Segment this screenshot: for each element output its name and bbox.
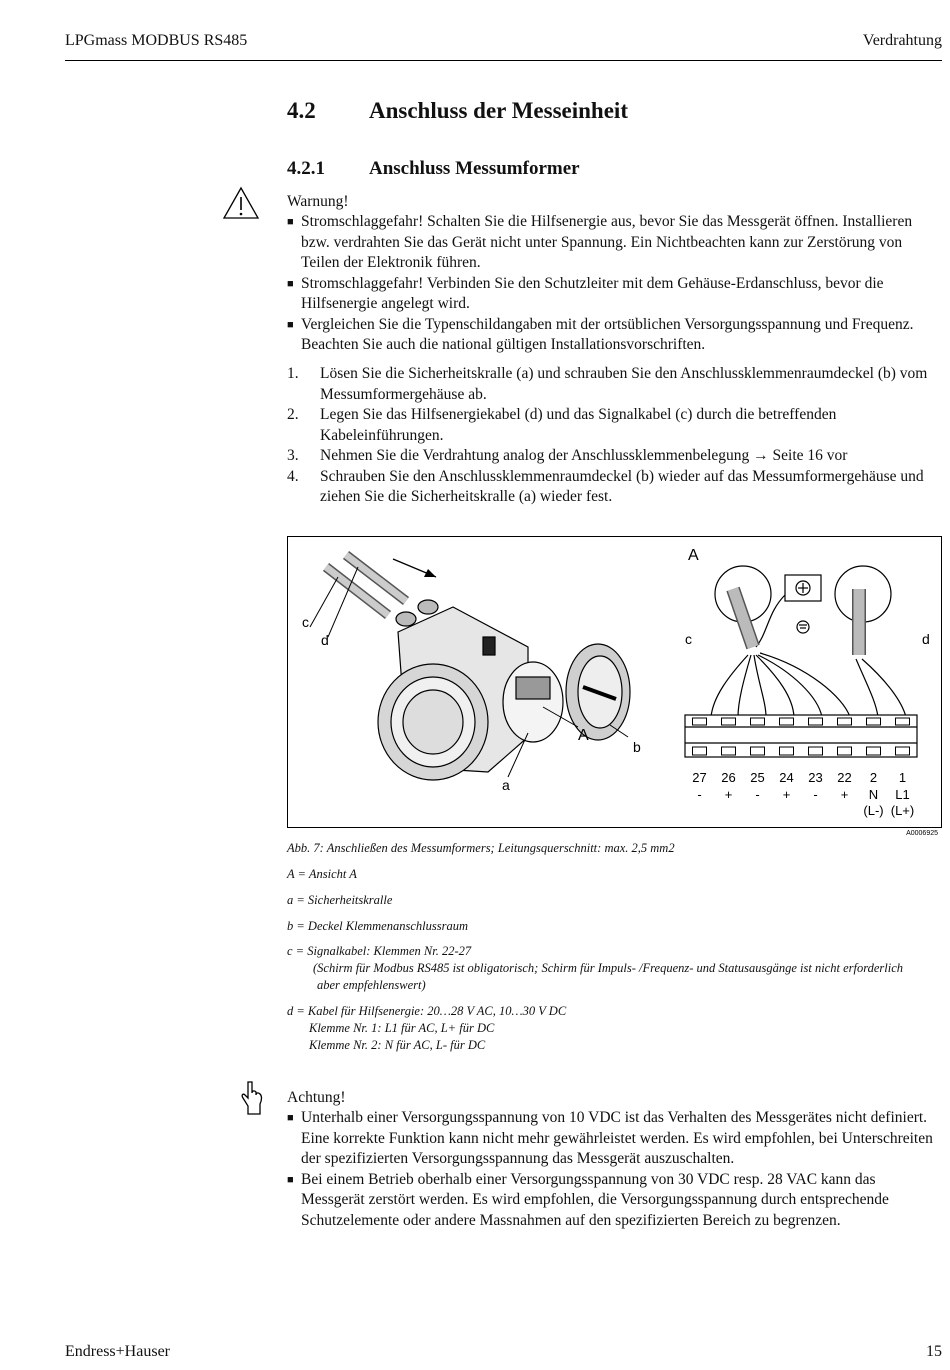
caution-list <box>287 1108 942 1231</box>
warning-item: ■ Vergleichen Sie die Typenschildangaben mit der ortsüblichen Versorgungsspannung und Frequenz. Beachten Sie auch die national gültigen Installationsvorschriften. <box>287 315 942 356</box>
terminal-sign: N <box>868 787 879 802</box>
warning-item: ■ Stromschlaggefahr! Verbinden Sie den Schutzleiter mit dem Gehäuse-Erdanschluss, bevor die Hilfsenergie angelegt wird. <box>287 274 942 315</box>
legend-d-note2: Klemme Nr. 2: N für AC, L- für DC <box>309 1038 486 1052</box>
warning-list <box>287 212 942 356</box>
legend-a: a = Sicherheitskralle <box>287 893 393 907</box>
legend-c: c = Signalkabel: Klemmen Nr. 22-27 <box>287 944 472 958</box>
step-item <box>287 405 942 446</box>
step-item <box>287 467 942 508</box>
terminal-number: 24 <box>779 770 794 785</box>
terminal-number: 25 <box>750 770 765 785</box>
terminal-number: 1 <box>898 770 907 785</box>
terminal-sign: + <box>840 787 849 802</box>
label-A-view: A <box>688 547 699 564</box>
terminal-sign: + <box>782 787 791 802</box>
step-text: Schrauben Sie den Anschlussklemmenraumdeckel (b) wieder auf das Messumformergehäuse und ziehen Sie die Sicherheitskralle (a) wieder fest. <box>320 467 924 505</box>
warning-icon <box>222 186 260 220</box>
step-text: Legen Sie das Hilfsenergiekabel (d) und das Signalkabel (c) durch die betreffenden Kabeleinführungen. <box>320 406 837 444</box>
label-d-left: d <box>321 632 329 648</box>
legend-A: A = Ansicht A <box>287 867 357 881</box>
step-item <box>287 364 942 405</box>
label-c-left: c <box>302 614 309 630</box>
terminal-sign: - <box>697 787 702 802</box>
subsection-number: 4.2.1 <box>287 158 325 179</box>
figure-caption-title: Abb. 7: Anschließen des Messumformers; Leitungsquerschnitt: max. 2,5 mm2 <box>287 841 675 855</box>
terminal-subsign: (L-) <box>863 803 884 818</box>
legend-d-note1: Klemme Nr. 1: L1 für AC, L+ für DC <box>309 1021 495 1035</box>
subsection-heading <box>287 158 580 180</box>
terminal-number: 26 <box>721 770 736 785</box>
legend-d: d = Kabel für Hilfsenergie: 20…28 V AC, 10…30 V DC <box>287 1004 567 1018</box>
terminal-number: 2 <box>869 770 878 785</box>
step-text: Nehmen Sie die Verdrahtung analog der Anschlussklemmenbelegung → Seite 16 vor <box>320 447 848 464</box>
transmitter-housing-drawing <box>310 555 630 780</box>
label-d-right: d <box>922 631 930 647</box>
terminal-wiring-drawing <box>685 566 917 757</box>
running-header-chapter: Verdrahtung <box>862 32 942 49</box>
figure-code: A0006925 <box>906 830 938 837</box>
step-item <box>287 446 942 467</box>
legend-b: b = Deckel Klemmenanschlussraum <box>287 919 468 933</box>
steps-list <box>287 364 942 508</box>
terminal-number: 23 <box>808 770 823 785</box>
label-A-left: A <box>578 727 589 744</box>
running-header-title: LPGmass MODBUS RS485 <box>65 32 248 49</box>
section-number: 4.2 <box>287 98 316 123</box>
terminal-number: 27 <box>692 770 707 785</box>
step-text: Lösen Sie die Sicherheitskralle (a) und schrauben Sie den Anschlussklemmenraumdeckel (b) vom Messumformergehäuse ab. <box>320 365 928 403</box>
header-rule <box>65 60 942 61</box>
label-b: b <box>633 739 641 755</box>
section-title: Anschluss der Messeinheit <box>369 98 628 123</box>
step-number: 2. <box>287 406 299 423</box>
wiring-illustration <box>288 537 941 837</box>
label-c-right: c <box>685 631 692 647</box>
step-number: 1. <box>287 365 299 382</box>
warning-item: ■ Stromschlaggefahr! Schalten Sie die Hilfsenergie aus, bevor Sie das Messgerät öffnen. Installieren bzw. verdrahten Sie das Gerät nicht unter Spannung. Ein Nichtbeachten kann zur Zerstörung von Teilen der Elektronik führen. <box>287 212 942 274</box>
subsection-title: Anschluss Messumformer <box>369 158 580 179</box>
terminal-sign: - <box>813 787 818 802</box>
legend-c-note-cont: aber empfehlenswert) <box>317 978 426 992</box>
step-number: 4. <box>287 467 299 485</box>
caution-item: ■ Unterhalb einer Versorgungsspannung von 10 VDC ist das Verhalten des Messgerätes nicht definiert. Eine korrekte Funktion kann nicht mehr gewährleistet werden. Es wird empfohlen, bei Unterschreiten der spezifizierten Versorgungsspannung das Messgerät auszuschalten. <box>287 1108 942 1170</box>
terminal-sign: + <box>724 787 733 802</box>
label-a: a <box>502 777 510 793</box>
page-number: 15 <box>926 1343 942 1360</box>
wiring-figure <box>287 536 942 837</box>
terminal-sign: L1 <box>895 787 910 802</box>
caution-item: ■ Bei einem Betrieb oberhalb einer Versorgungsspannung von 30 VDC resp. 28 VAC kann das Messgerät zerstört werden. Es wird empfohlen, die Versorgungsspannung durch entsprechende Schutzelemente oder andere Massnahmen auf den spezifizierten Bereich zu begrenzen. <box>287 1170 942 1232</box>
step-number: 3. <box>287 447 299 464</box>
caution-label: Achtung! <box>287 1089 346 1106</box>
section-heading <box>287 98 628 124</box>
terminal-number: 22 <box>837 770 852 785</box>
warning-label: Warnung! <box>287 193 349 210</box>
caution-hand-icon <box>240 1080 264 1116</box>
legend-c-note: (Schirm für Modbus RS485 ist obligatorisch; Schirm für Impuls- /Frequenz- und Statusausgänge ist nicht erforderlich <box>313 961 904 975</box>
terminal-sign: - <box>755 787 760 802</box>
footer-brand: Endress+Hauser <box>65 1343 170 1360</box>
terminal-subsign: (L+) <box>890 803 915 818</box>
